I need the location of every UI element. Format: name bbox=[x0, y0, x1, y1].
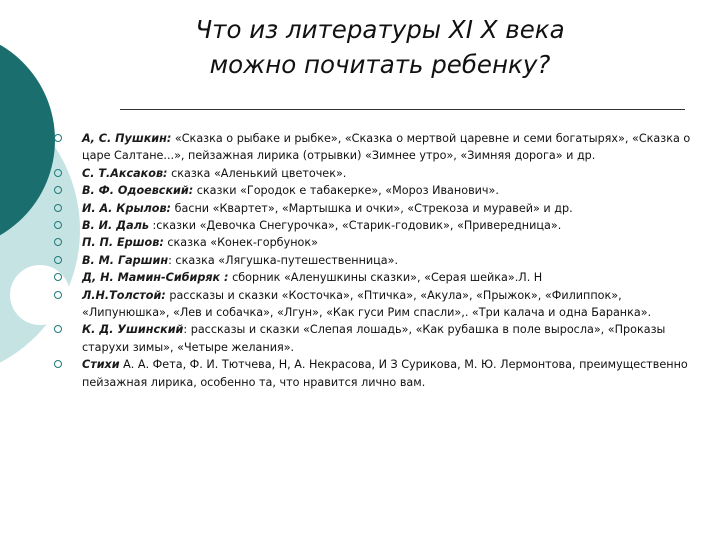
author-name: И. А. Крылов: bbox=[82, 201, 172, 215]
list-item bbox=[54, 130, 694, 165]
slide-title bbox=[100, 12, 660, 82]
bullet-icon bbox=[54, 325, 62, 333]
bullet-icon bbox=[54, 256, 62, 264]
list-item bbox=[54, 356, 694, 391]
list-item bbox=[54, 165, 694, 182]
bullet-icon bbox=[54, 134, 62, 142]
works-text: рассказы и сказки «Косточка», «Птичка», «Акула», «Прыжок», «Филиппок», «Липунюшка», «Лев и собачка», «Лгун», «Как гуси Рим спасли»,. «Три калача и одна Баранка». bbox=[82, 288, 652, 320]
title-line-1: Что из литературы XI X века bbox=[195, 15, 565, 44]
author-name: Стихи bbox=[82, 358, 120, 372]
author-name: К. Д. Ушинский bbox=[82, 323, 184, 337]
works-text: : рассказы и сказки «Слепая лошадь», «Как рубашка в поле выросла», «Проказы старухи зимы», «Четыре желания». bbox=[82, 323, 666, 354]
works-text: «Сказка о рыбаке и рыбке», «Сказка о мертвой царевне и семи богатырях», «Сказка о царе Салтане...», пейзажная лирика (отрывки) «Зимнее утро», «Зимняя дорога» и др. bbox=[82, 132, 691, 163]
works-text: А. А. Фета, Ф. И. Тютчева, Н, А. Некрасова, И З Сурикова, М. Ю. Лермонтова, преимущественно пейзажная лирика, особенно та, что нравится лично вам. bbox=[82, 358, 688, 389]
author-name: П. П. Ершов: bbox=[82, 236, 164, 250]
works-text: сказка «Конек-горбунок» bbox=[163, 236, 318, 250]
bullet-icon bbox=[54, 273, 62, 281]
list-item bbox=[54, 252, 694, 269]
works-text: сборник «Аленушкины сказки», «Серая шейка».Л. Н bbox=[228, 271, 543, 285]
bullet-icon bbox=[54, 204, 62, 212]
author-name: В. И. Даль bbox=[82, 219, 149, 233]
title-divider bbox=[120, 109, 685, 110]
author-name: С. Т.Аксаков: bbox=[82, 166, 168, 180]
bullet-icon bbox=[54, 291, 62, 299]
title-line-2: можно почитать ребенку? bbox=[209, 50, 551, 79]
works-text: : сказка «Лягушка-путешественница». bbox=[168, 253, 399, 267]
list-item bbox=[54, 321, 694, 356]
works-text: сказка «Аленький цветочек». bbox=[167, 166, 347, 180]
bullet-icon bbox=[54, 360, 62, 368]
works-text: басни «Квартет», «Мартышка и очки», «Стрекоза и муравей» и др. bbox=[171, 201, 573, 215]
author-name: Д, Н. Мамин-Сибиряк : bbox=[82, 271, 229, 285]
list-item bbox=[54, 217, 694, 234]
author-name: В. Ф. Одоевский: bbox=[82, 184, 194, 198]
list-item bbox=[54, 287, 694, 322]
works-text: :сказки «Девочка Снегурочка», «Старик-годовик», «Привередница». bbox=[148, 219, 562, 233]
list-item bbox=[54, 200, 694, 217]
works-text: сказки «Городок е табакерке», «Мороз Иванович». bbox=[193, 184, 499, 198]
list-item bbox=[54, 182, 694, 199]
literature-list bbox=[54, 130, 694, 391]
author-name: В. М. Гаршин bbox=[82, 253, 169, 267]
author-name: Л.Н.Толстой: bbox=[82, 288, 166, 302]
bullet-icon bbox=[54, 221, 62, 229]
bullet-icon bbox=[54, 186, 62, 194]
bullet-icon bbox=[54, 169, 62, 177]
author-name: А, С. Пушкин: bbox=[82, 132, 172, 145]
bullet-icon bbox=[54, 238, 62, 246]
list-item bbox=[54, 234, 694, 251]
list-item bbox=[54, 269, 694, 286]
